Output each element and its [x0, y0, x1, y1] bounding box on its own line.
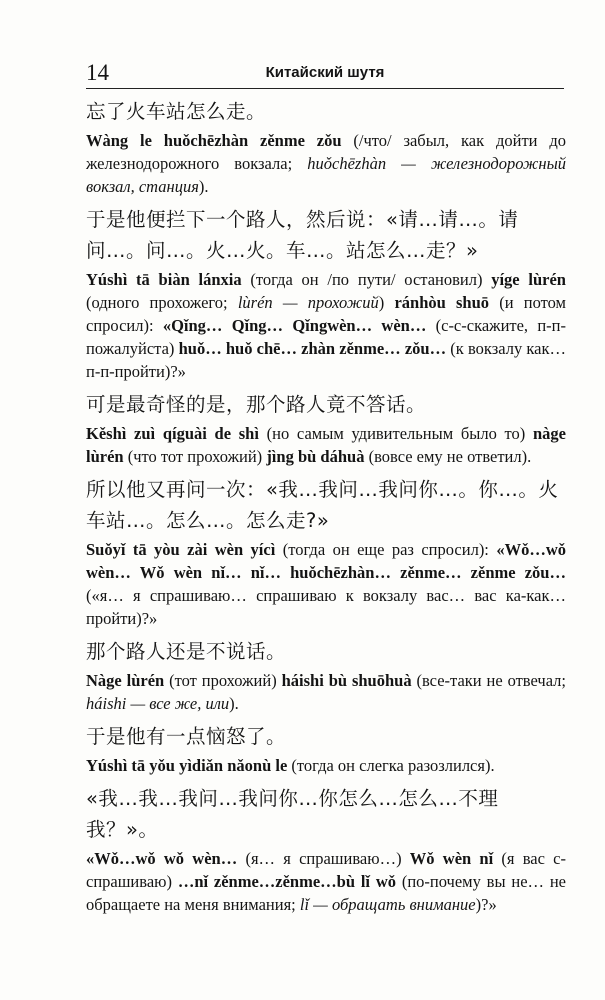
translation-run: (что тот прохожий): [123, 447, 267, 466]
pinyin-run: ránhòu shuō: [394, 293, 490, 312]
gloss-run: háishi — все же, или: [86, 694, 230, 713]
pinyin-translation: [86, 129, 566, 198]
translation-run: (к вокзалу как… п-п-пройти)?»: [86, 339, 566, 381]
translation-run: (тот прохожий): [164, 671, 282, 690]
translation-run: (тогда он слегка разозлился).: [287, 756, 495, 775]
page-number: 14: [86, 60, 109, 85]
chinese-sentence: 忘了火车站怎么走。: [86, 100, 267, 123]
pinyin-run: háishi bù shuōhuà: [281, 671, 412, 690]
page-header: [86, 58, 564, 89]
pinyin-run: huǒ… huǒ chē… zhàn zěnme… zǒu…: [178, 339, 447, 358]
pinyin-translation: [86, 422, 566, 468]
translation-run: ).: [229, 694, 239, 713]
pinyin-run: «Qǐng… Qǐng… Qǐngwèn… wèn…: [162, 316, 427, 335]
pinyin-translation: [86, 754, 566, 777]
running-title: Китайский шутя: [265, 64, 385, 81]
chinese-sentence: «我…我…我问…我问你…你怎么…怎么…不理我？»。: [86, 787, 499, 841]
translation-run: (вовсе ему не ответил).: [364, 447, 532, 466]
pinyin-run: jìng bù dáhuà: [266, 447, 365, 466]
gloss-run: lùrén — прохожий: [237, 293, 379, 312]
pinyin-run: yíge lùrén: [491, 270, 566, 289]
chinese-sentence: 那个路人还是不说话。: [86, 640, 287, 663]
pinyin-translation: [86, 268, 566, 383]
pinyin-run: Suǒyǐ tā yòu zài wèn yícì: [86, 540, 276, 559]
translation-run: (по-почему вы не… не обращаете на меня внимания;: [86, 872, 566, 914]
translation-run: ): [378, 293, 395, 312]
translation-run: (и потом спросил):: [86, 293, 566, 335]
gloss-run: huǒchēzhàn — железнодорожный вокзал, станция: [86, 154, 566, 196]
gloss-run: lǐ — обращать внимание: [299, 895, 476, 914]
pinyin-run: «Wǒ…wǒ wèn… Wǒ wèn nǐ… nǐ… huǒchēzhàn… zěnme… zěnme zǒu…: [86, 540, 566, 582]
pinyin-run: …nǐ zěnme…zěnme…bù lǐ wǒ: [177, 872, 396, 891]
pinyin-translation: [86, 669, 566, 715]
pinyin-run: Wàng le huǒchēzhàn zěnme zǒu: [86, 131, 342, 150]
pinyin-run: Yúshì tā biàn lánxia: [86, 270, 242, 289]
pinyin-run: Kěshì zuì qíguài de shì: [86, 424, 259, 443]
translation-run: )?»: [475, 895, 497, 914]
pinyin-translation: [86, 847, 566, 916]
translation-run: ).: [198, 177, 209, 196]
pinyin-translation: [86, 538, 566, 630]
translation-run: (я вас с-спрашиваю): [86, 849, 567, 891]
translation-run: (тогда он еще раз спросил):: [275, 540, 497, 559]
pinyin-run: Wǒ wèn nǐ: [409, 849, 494, 868]
translation-run: (/что/ забыл, как дойти до железнодорожного вокзала;: [86, 131, 566, 173]
page-body: [86, 96, 566, 922]
chinese-sentence: 所以他又再问一次：«我…我问…我问你…。你…。火车站…。怎么…。怎么走?»: [86, 478, 559, 532]
pinyin-run: «Wǒ…wǒ wǒ wèn…: [86, 849, 238, 868]
translation-run: (одного прохожего;: [86, 293, 238, 312]
translation-run: (но самым удивительным было то): [258, 424, 533, 443]
translation-run: (все-таки не отвечал;: [411, 671, 566, 690]
translation-run: («я… я спрашиваю… спрашиваю к вокзалу вас… вас ка-как… пройти)?»: [86, 586, 566, 628]
chinese-sentence: 可是最奇怪的是，那个路人竟不答话。: [86, 393, 427, 416]
translation-run: (с-с-скажите, п-п-пожалуйста): [86, 316, 566, 358]
pinyin-run: Nàge lùrén: [86, 671, 165, 690]
translation-run: (я… я спрашиваю…): [237, 849, 410, 868]
chinese-sentence: 于是他便拦下一个路人，然后说：«请…请…。请问…。问…。火…火。车…。站怎么…走？»: [86, 208, 519, 262]
chinese-sentence: 于是他有一点恼怒了。: [86, 725, 287, 748]
pinyin-run: nàge lùrén: [86, 424, 566, 466]
translation-run: (тогда он /по пути/ остановил): [241, 270, 492, 289]
pinyin-run: Yúshì tā yǒu yìdiǎn nǎonù le: [86, 756, 288, 775]
